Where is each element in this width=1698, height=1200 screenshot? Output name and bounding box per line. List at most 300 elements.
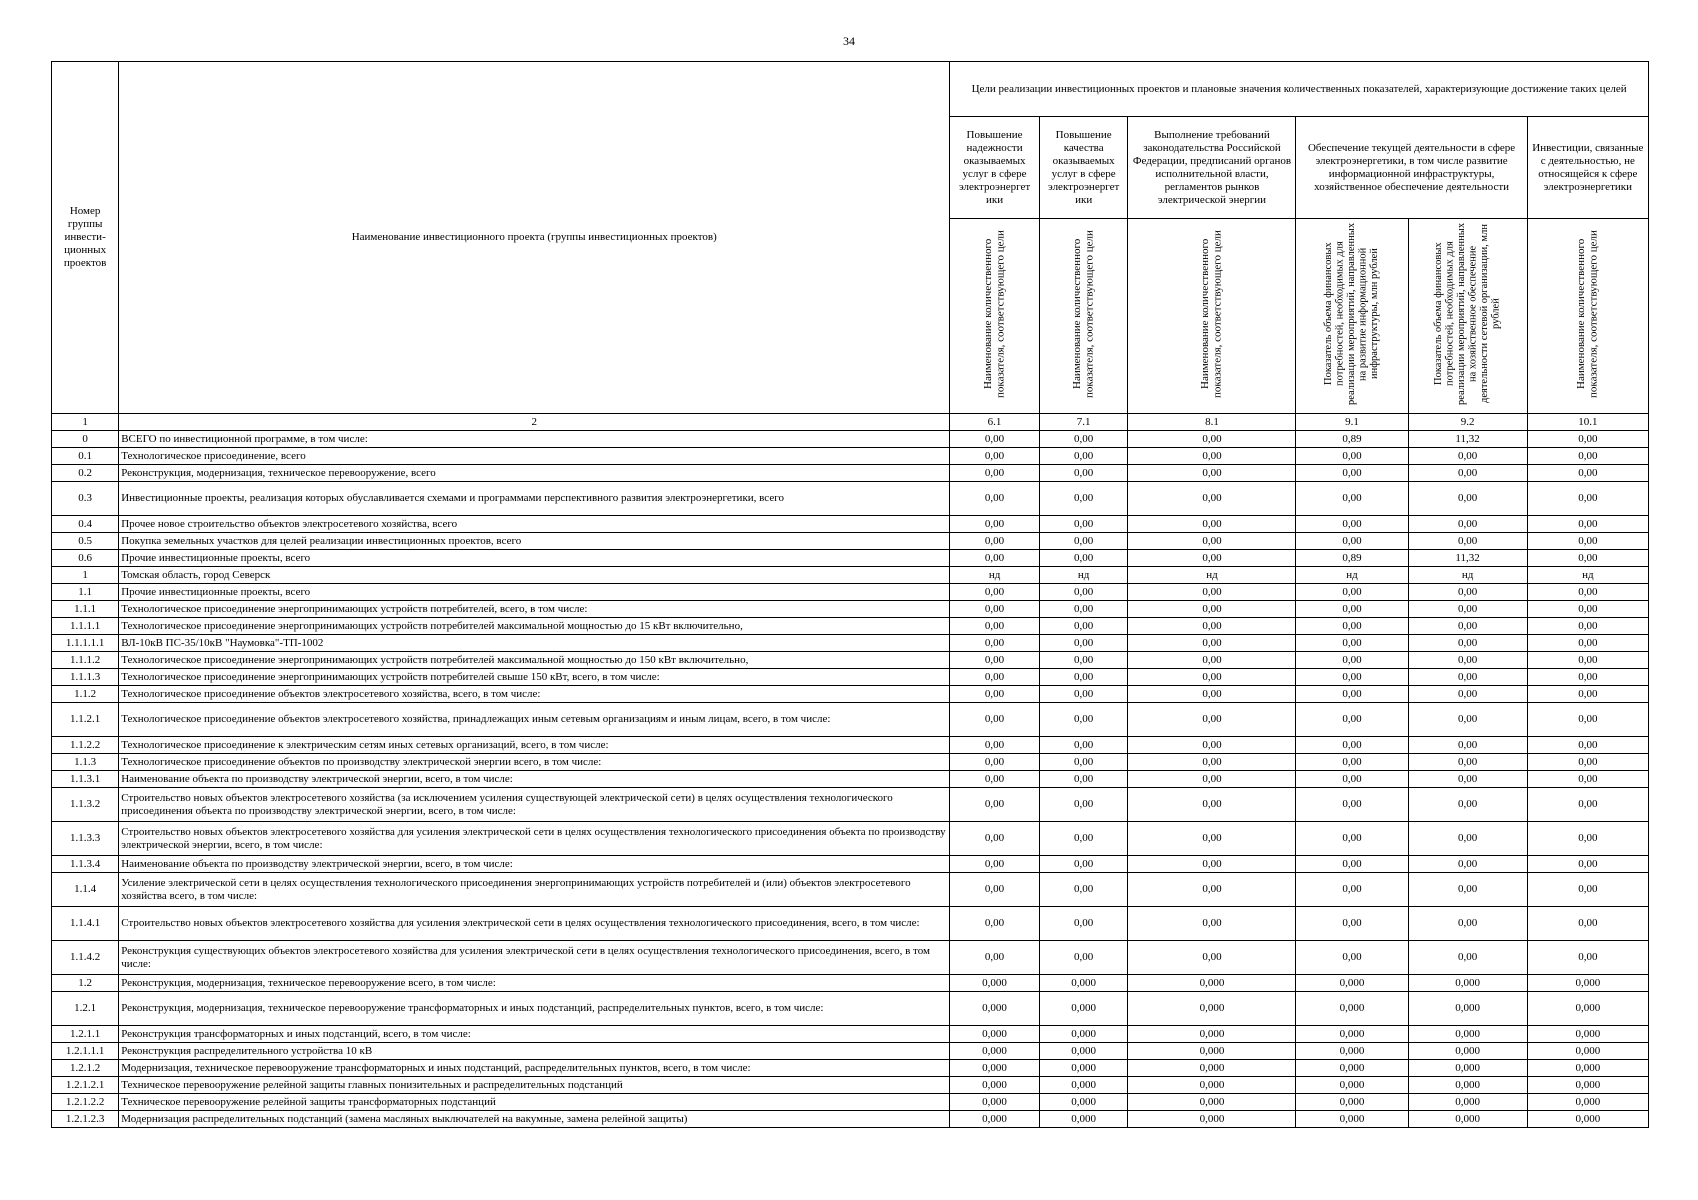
row-value-cell: 0,00 [1527, 533, 1648, 550]
row-value-cell: 0,00 [1128, 550, 1296, 567]
row-value-cell: 0,000 [1128, 1026, 1296, 1043]
row-value-cell: 0,00 [1527, 431, 1648, 448]
row-value-cell: 0,000 [950, 992, 1040, 1026]
row-value-cell: 0,00 [1296, 771, 1408, 788]
table-row [52, 584, 1649, 601]
row-value-cell: 0,00 [1128, 533, 1296, 550]
row-value-cell: 0,00 [1408, 754, 1527, 771]
row-value-cell: 0,00 [950, 907, 1040, 941]
row-value-cell: 0,00 [1527, 584, 1648, 601]
row-value-cell: 0,00 [1296, 907, 1408, 941]
column-number: 8.1 [1128, 414, 1296, 431]
header-goal-reliability: Повышение надежности оказываемых услуг в сфере электроэнергет ики [950, 117, 1040, 219]
row-name-cell: Инвестиционные проекты, реализация которых обуславливается схемами и программами перспективного развития электроэнергетики, всего [119, 482, 950, 516]
row-value-cell: нд [1408, 567, 1527, 584]
row-value-cell: 0,00 [950, 516, 1040, 533]
row-value-cell: 0,000 [950, 975, 1040, 992]
row-number-cell: 1.1.3 [52, 754, 119, 771]
table-row [52, 1026, 1649, 1043]
row-value-cell: нд [1527, 567, 1648, 584]
row-name-cell: Прочие инвестиционные проекты, всего [119, 550, 950, 567]
row-number-cell: 1.1.1.1.1 [52, 635, 119, 652]
row-value-cell: 0,00 [1039, 873, 1128, 907]
row-value-cell: 0,00 [1039, 618, 1128, 635]
subheader-9-2: Показатель объема финансовых потребностей, необходимых для реализации мероприятий, направленных на хозяйственное обеспечение деятельности сетевой организации, млн рублей [1408, 219, 1527, 414]
row-value-cell: 0,00 [1408, 686, 1527, 703]
subheader-6: Наименование количественного показателя, соответствующего цели [950, 219, 1040, 414]
row-value-cell: 0,00 [1128, 448, 1296, 465]
row-value-cell: 0,00 [950, 754, 1040, 771]
row-name-cell: ВЛ-10кВ ПС-35/10кВ "Наумовка"-ТП-1002 [119, 635, 950, 652]
row-value-cell: 0,000 [1408, 1060, 1527, 1077]
row-name-cell: Технологическое присоединение объектов по производству электрической энергии всего, в том числе: [119, 754, 950, 771]
row-value-cell: 0,00 [1128, 737, 1296, 754]
investment-goals-table [51, 61, 1649, 1128]
row-value-cell: 0,000 [1527, 992, 1648, 1026]
row-value-cell: 0,00 [950, 703, 1040, 737]
header-goal-quality: Повышение качества оказываемых услуг в сфере электроэнергет ики [1039, 117, 1128, 219]
row-value-cell: 0,00 [1527, 618, 1648, 635]
row-number-cell: 1.1.1.3 [52, 669, 119, 686]
row-value-cell: 0,00 [1039, 788, 1128, 822]
row-value-cell: 0,00 [1527, 635, 1648, 652]
header-goal-other: Инвестиции, связанные с деятельностью, не относящейся к сфере электроэнергетики [1527, 117, 1648, 219]
row-value-cell: 0,000 [1408, 1043, 1527, 1060]
row-value-cell: 0,00 [1128, 516, 1296, 533]
row-value-cell: 0,00 [1128, 601, 1296, 618]
row-name-cell: Технологическое присоединение к электрическим сетям иных сетевых организаций, всего, в том числе: [119, 737, 950, 754]
row-name-cell: Технологическое присоединение объектов электросетевого хозяйства, всего, в том числе: [119, 686, 950, 703]
row-number-cell: 0.5 [52, 533, 119, 550]
row-value-cell: 0,00 [950, 737, 1040, 754]
row-value-cell: 0,00 [1128, 754, 1296, 771]
row-value-cell: 0,00 [950, 482, 1040, 516]
row-value-cell: 0,00 [1527, 907, 1648, 941]
row-value-cell: 0,00 [1296, 635, 1408, 652]
row-value-cell: 0,000 [1408, 992, 1527, 1026]
row-value-cell: 0,00 [1296, 516, 1408, 533]
row-value-cell: 0,00 [1408, 907, 1527, 941]
row-name-cell: Технологическое присоединение энергопринимающих устройств потребителей свыше 150 кВт, всего, в том числе: [119, 669, 950, 686]
table-row [52, 635, 1649, 652]
row-value-cell: 0,00 [1527, 873, 1648, 907]
row-name-cell: Строительство новых объектов электросетевого хозяйства (за исключением усиления существующей электрической сети) в целях осуществления технологического присоединения объекта по производству электрической энергии, всего, в том числе: [119, 788, 950, 822]
row-value-cell: 0,000 [1128, 1043, 1296, 1060]
row-value-cell: 0,00 [1039, 686, 1128, 703]
row-value-cell: 0,00 [1128, 635, 1296, 652]
row-number-cell: 1.2.1.1.1 [52, 1043, 119, 1060]
row-value-cell: 0,00 [950, 873, 1040, 907]
row-number-cell: 1.2.1.1 [52, 1026, 119, 1043]
row-value-cell: 0,000 [1039, 1043, 1128, 1060]
row-name-cell: Реконструкция, модернизация, техническое перевооружение трансформаторных и иных подстанций, распределительных пунктов, всего, в том числе: [119, 992, 950, 1026]
row-number-cell: 1.1.4.1 [52, 907, 119, 941]
row-value-cell: 11,32 [1408, 550, 1527, 567]
row-value-cell: 0,00 [1039, 584, 1128, 601]
row-name-cell: Реконструкция распределительного устройства 10 кВ [119, 1043, 950, 1060]
table-row [52, 771, 1649, 788]
row-name-cell: Модернизация распределительных подстанций (замена масляных выключателей на вакумные, замена релейной защиты) [119, 1111, 950, 1128]
row-name-cell: Реконструкция трансформаторных и иных подстанций, всего, в том числе: [119, 1026, 950, 1043]
row-number-cell: 1.1 [52, 584, 119, 601]
row-value-cell: 0,000 [950, 1043, 1040, 1060]
row-value-cell: 0,00 [1039, 856, 1128, 873]
row-name-cell: Наименование объекта по производству электрической энергии, всего, в том числе: [119, 771, 950, 788]
row-name-cell: Томская область, город Северск [119, 567, 950, 584]
row-name-cell: Техническое перевооружение релейной защиты главных понизительных и распределительных подстанций [119, 1077, 950, 1094]
row-value-cell: 0,000 [950, 1026, 1040, 1043]
row-name-cell: Технологическое присоединение энергопринимающих устройств потребителей максимальной мощностью до 15 кВт включительно, [119, 618, 950, 635]
row-value-cell: нд [1128, 567, 1296, 584]
table-row [52, 907, 1649, 941]
row-name-cell: Технологическое присоединение, всего [119, 448, 950, 465]
row-value-cell: 0,00 [1296, 601, 1408, 618]
row-value-cell: 0,000 [1039, 975, 1128, 992]
row-number-cell: 1.2.1 [52, 992, 119, 1026]
row-number-cell: 0.4 [52, 516, 119, 533]
row-value-cell: 0,00 [1039, 941, 1128, 975]
row-value-cell: 0,00 [1527, 754, 1648, 771]
table-row [52, 1094, 1649, 1111]
row-value-cell: 0,000 [1296, 975, 1408, 992]
row-value-cell: 0,00 [1408, 482, 1527, 516]
table-row [52, 822, 1649, 856]
row-value-cell: 0,00 [950, 669, 1040, 686]
row-value-cell: 0,00 [1296, 448, 1408, 465]
row-value-cell: 0,000 [1296, 1077, 1408, 1094]
column-number: 6.1 [950, 414, 1040, 431]
row-value-cell: 0,00 [950, 788, 1040, 822]
row-value-cell: 0,00 [1128, 788, 1296, 822]
subheader-9-1: Показатель объема финансовых потребностей, необходимых для реализации мероприятий, направленных на развитие информационной инфраструктуры, млн рублей [1296, 219, 1408, 414]
row-value-cell: 0,00 [1296, 822, 1408, 856]
row-value-cell: 0,000 [950, 1077, 1040, 1094]
row-value-cell: 0,00 [1296, 941, 1408, 975]
row-value-cell: 11,32 [1408, 431, 1527, 448]
row-value-cell: 0,00 [1128, 941, 1296, 975]
row-value-cell: 0,00 [1039, 533, 1128, 550]
row-value-cell: 0,00 [1296, 686, 1408, 703]
row-value-cell: 0,00 [950, 618, 1040, 635]
row-value-cell: 0,00 [1408, 788, 1527, 822]
table-row [52, 992, 1649, 1026]
row-number-cell: 1.1.1 [52, 601, 119, 618]
row-value-cell: 0,00 [1527, 941, 1648, 975]
row-value-cell: 0,00 [950, 856, 1040, 873]
row-value-cell: 0,000 [1527, 975, 1648, 992]
row-value-cell: 0,00 [1296, 465, 1408, 482]
row-value-cell: 0,000 [1039, 1026, 1128, 1043]
row-name-cell: Модернизация, техническое перевооружение трансформаторных и иных подстанций, распределительных пунктов, всего, в том числе: [119, 1060, 950, 1077]
row-value-cell: 0,00 [1128, 431, 1296, 448]
column-number: 2 [119, 414, 950, 431]
row-value-cell: 0,00 [1296, 754, 1408, 771]
row-value-cell: 0,89 [1296, 431, 1408, 448]
row-value-cell: 0,00 [1408, 516, 1527, 533]
row-value-cell: 0,00 [1296, 856, 1408, 873]
row-value-cell: нд [950, 567, 1040, 584]
row-name-cell: Наименование объекта по производству электрической энергии, всего, в том числе: [119, 856, 950, 873]
row-value-cell: 0,00 [950, 584, 1040, 601]
table-row [52, 703, 1649, 737]
table-row [52, 482, 1649, 516]
row-value-cell: 0,000 [1408, 975, 1527, 992]
row-value-cell: 0,00 [1296, 703, 1408, 737]
row-value-cell: 0,00 [1128, 703, 1296, 737]
row-value-cell: 0,000 [950, 1111, 1040, 1128]
table-row [52, 1043, 1649, 1060]
row-value-cell: 0,000 [1296, 1043, 1408, 1060]
table-row [52, 601, 1649, 618]
column-number: 9.1 [1296, 414, 1408, 431]
row-name-cell: Усиление электрической сети в целях осуществления технологического присоединения энергопринимающих устройств потребителей и (или) объектов электросетевого хозяйства всего, в том числе: [119, 873, 950, 907]
row-value-cell: 0,00 [1408, 601, 1527, 618]
row-value-cell: 0,00 [1128, 856, 1296, 873]
row-value-cell: 0,00 [950, 686, 1040, 703]
row-value-cell: 0,00 [1408, 941, 1527, 975]
row-number-cell: 1.1.4 [52, 873, 119, 907]
row-value-cell: 0,00 [950, 652, 1040, 669]
row-number-cell: 1.1.3.2 [52, 788, 119, 822]
row-value-cell: 0,00 [1128, 669, 1296, 686]
row-value-cell: 0,000 [1039, 1111, 1128, 1128]
row-value-cell: 0,00 [1128, 873, 1296, 907]
header-group-number: Номер группы инвести-ционных проектов [52, 62, 119, 414]
row-value-cell: 0,00 [1527, 703, 1648, 737]
row-value-cell: 0,000 [1527, 1111, 1648, 1128]
row-value-cell: 0,00 [950, 601, 1040, 618]
row-value-cell: 0,000 [1296, 1094, 1408, 1111]
row-value-cell: 0,00 [1527, 669, 1648, 686]
row-value-cell: 0,00 [1296, 618, 1408, 635]
row-name-cell: Технологическое присоединение объектов электросетевого хозяйства, принадлежащих иным сетевым организациям и иным лицам, всего, в том числе: [119, 703, 950, 737]
row-value-cell: 0,00 [1296, 652, 1408, 669]
row-value-cell: 0,00 [950, 771, 1040, 788]
page-number: 34 [843, 34, 855, 48]
row-value-cell: 0,00 [1039, 703, 1128, 737]
row-value-cell: 0,00 [1039, 669, 1128, 686]
row-number-cell: 1.1.3.3 [52, 822, 119, 856]
row-value-cell: 0,00 [1039, 550, 1128, 567]
row-value-cell: 0,000 [1296, 1060, 1408, 1077]
table-row [52, 975, 1649, 992]
row-name-cell: Технологическое присоединение энергопринимающих устройств потребителей максимальной мощностью до 150 кВт включительно, [119, 652, 950, 669]
row-value-cell: 0,00 [1039, 448, 1128, 465]
row-name-cell: Строительство новых объектов электросетевого хозяйства для усиления электрической сети в целях осуществления технологического присоединения, всего, в том числе: [119, 907, 950, 941]
row-value-cell: 0,000 [1408, 1077, 1527, 1094]
table-row [52, 465, 1649, 482]
row-value-cell: 0,00 [1296, 788, 1408, 822]
row-value-cell: 0,00 [1296, 482, 1408, 516]
row-value-cell: 0,00 [1039, 652, 1128, 669]
row-name-cell: ВСЕГО по инвестиционной программе, в том числе: [119, 431, 950, 448]
row-value-cell: 0,00 [1128, 771, 1296, 788]
subheader-7: Наименование количественного показателя, соответствующего цели [1039, 219, 1128, 414]
row-number-cell: 1.1.3.4 [52, 856, 119, 873]
row-number-cell: 0.2 [52, 465, 119, 482]
row-value-cell: 0,00 [1527, 822, 1648, 856]
row-value-cell: 0,000 [1296, 992, 1408, 1026]
row-value-cell: 0,00 [1128, 652, 1296, 669]
row-value-cell: 0,00 [950, 822, 1040, 856]
row-value-cell: 0,89 [1296, 550, 1408, 567]
column-number: 10.1 [1527, 414, 1648, 431]
row-number-cell: 1.2.1.2 [52, 1060, 119, 1077]
row-number-cell: 1.2.1.2.1 [52, 1077, 119, 1094]
row-value-cell: 0,00 [1527, 788, 1648, 822]
column-number: 7.1 [1039, 414, 1128, 431]
row-value-cell: 0,00 [1128, 482, 1296, 516]
row-value-cell: 0,00 [1408, 465, 1527, 482]
row-value-cell: нд [1039, 567, 1128, 584]
header-goal-law: Выполнение требований законодательства Российской Федерации, предписаний органов исполнительной власти, регламентов рынков электрической энергии [1128, 117, 1296, 219]
table-row [52, 550, 1649, 567]
row-value-cell: 0,000 [1527, 1060, 1648, 1077]
row-value-cell: 0,00 [950, 431, 1040, 448]
row-value-cell: 0,00 [1408, 652, 1527, 669]
row-value-cell: 0,00 [1527, 448, 1648, 465]
row-value-cell: 0,00 [1039, 465, 1128, 482]
row-value-cell: 0,00 [1408, 737, 1527, 754]
row-value-cell: 0,00 [1408, 822, 1527, 856]
table-row [52, 431, 1649, 448]
row-value-cell: 0,000 [1128, 992, 1296, 1026]
row-value-cell: 0,00 [1039, 635, 1128, 652]
table-row [52, 941, 1649, 975]
header-project-name: Наименование инвестиционного проекта (группы инвестиционных проектов) [119, 62, 950, 414]
row-number-cell: 0.6 [52, 550, 119, 567]
row-value-cell: 0,00 [1527, 856, 1648, 873]
row-value-cell: 0,00 [1527, 737, 1648, 754]
row-value-cell: 0,00 [1128, 822, 1296, 856]
row-value-cell: 0,000 [1039, 1094, 1128, 1111]
table-row [52, 1060, 1649, 1077]
row-value-cell: 0,000 [1408, 1094, 1527, 1111]
row-value-cell: 0,000 [1128, 1111, 1296, 1128]
row-value-cell: 0,00 [1128, 584, 1296, 601]
row-number-cell: 1.1.1.2 [52, 652, 119, 669]
row-value-cell: 0,00 [950, 635, 1040, 652]
row-value-cell: 0,000 [1527, 1077, 1648, 1094]
table-row [52, 567, 1649, 584]
row-value-cell: 0,00 [1128, 907, 1296, 941]
row-value-cell: 0,00 [1128, 618, 1296, 635]
row-value-cell: 0,000 [1128, 1077, 1296, 1094]
row-value-cell: 0,00 [1128, 465, 1296, 482]
row-value-cell: 0,000 [1128, 1094, 1296, 1111]
row-value-cell: 0,00 [1296, 737, 1408, 754]
table-row [52, 873, 1649, 907]
row-value-cell: 0,00 [950, 448, 1040, 465]
column-number: 1 [52, 414, 119, 431]
row-value-cell: 0,00 [1296, 873, 1408, 907]
row-value-cell: 0,00 [1408, 771, 1527, 788]
row-name-cell: Технологическое присоединение энергопринимающих устройств потребителей, всего, в том числе: [119, 601, 950, 618]
row-name-cell: Строительство новых объектов электросетевого хозяйства для усиления электрической сети в целях осуществления технологического присоединения объекта по производству электрической энергии, всего, в том числе: [119, 822, 950, 856]
row-value-cell: 0,00 [1039, 771, 1128, 788]
row-number-cell: 0.3 [52, 482, 119, 516]
row-value-cell: 0,000 [1527, 1043, 1648, 1060]
row-value-cell: 0,00 [950, 941, 1040, 975]
subheader-8: Наименование количественного показателя, соответствующего цели [1128, 219, 1296, 414]
row-value-cell: 0,00 [1527, 482, 1648, 516]
row-number-cell: 1.1.3.1 [52, 771, 119, 788]
row-name-cell: Реконструкция, модернизация, техническое перевооружение всего, в том числе: [119, 975, 950, 992]
row-value-cell: 0,00 [1296, 584, 1408, 601]
table-row [52, 1077, 1649, 1094]
row-value-cell: 0,00 [1408, 618, 1527, 635]
table-row [52, 686, 1649, 703]
row-value-cell: 0,00 [1296, 669, 1408, 686]
row-value-cell: 0,00 [1527, 465, 1648, 482]
column-number-row [52, 414, 1649, 431]
row-value-cell: 0,00 [1408, 448, 1527, 465]
row-value-cell: 0,00 [1296, 533, 1408, 550]
row-value-cell: 0,000 [1527, 1094, 1648, 1111]
row-value-cell: нд [1296, 567, 1408, 584]
row-value-cell: 0,00 [1527, 686, 1648, 703]
row-value-cell: 0,00 [1408, 584, 1527, 601]
row-value-cell: 0,00 [1039, 907, 1128, 941]
row-value-cell: 0,00 [1408, 703, 1527, 737]
row-value-cell: 0,000 [1296, 1111, 1408, 1128]
row-value-cell: 0,00 [950, 533, 1040, 550]
row-value-cell: 0,00 [950, 550, 1040, 567]
row-number-cell: 1.1.2.1 [52, 703, 119, 737]
row-value-cell: 0,00 [1039, 482, 1128, 516]
row-value-cell: 0,00 [1527, 652, 1648, 669]
row-value-cell: 0,000 [950, 1060, 1040, 1077]
row-value-cell: 0,000 [1128, 975, 1296, 992]
row-value-cell: 0,000 [1039, 992, 1128, 1026]
table-row [52, 1111, 1649, 1128]
table-row [52, 652, 1649, 669]
row-value-cell: 0,00 [1408, 533, 1527, 550]
row-number-cell: 1.1.1.1 [52, 618, 119, 635]
table-body [52, 431, 1649, 1128]
row-value-cell: 0,00 [1039, 601, 1128, 618]
row-value-cell: 0,00 [1408, 669, 1527, 686]
table-row [52, 754, 1649, 771]
table-row [52, 669, 1649, 686]
table-row [52, 448, 1649, 465]
row-name-cell: Прочее новое строительство объектов электросетевого хозяйства, всего [119, 516, 950, 533]
row-number-cell: 1.2.1.2.2 [52, 1094, 119, 1111]
row-value-cell: 0,000 [1296, 1026, 1408, 1043]
header-goals-title: Цели реализации инвестиционных проектов и плановые значения количественных показателей, характеризующие достижение таких целей [950, 62, 1649, 117]
row-value-cell: 0,000 [1039, 1077, 1128, 1094]
table-row [52, 618, 1649, 635]
row-name-cell: Реконструкция существующих объектов электросетевого хозяйства для усиления электрической сети в целях осуществления технологического присоединения, всего, в том числе: [119, 941, 950, 975]
row-value-cell: 0,000 [1128, 1060, 1296, 1077]
row-value-cell: 0,00 [950, 465, 1040, 482]
header-goal-activity: Обеспечение текущей деятельности в сфере электроэнергетики, в том числе развитие информационной инфраструктуры, хозяйственное обеспечение деятельности [1296, 117, 1527, 219]
row-value-cell: 0,00 [1408, 856, 1527, 873]
row-number-cell: 1.1.2 [52, 686, 119, 703]
table-row [52, 737, 1649, 754]
row-value-cell: 0,00 [1408, 635, 1527, 652]
row-value-cell: 0,000 [950, 1094, 1040, 1111]
row-number-cell: 1 [52, 567, 119, 584]
row-number-cell: 0 [52, 431, 119, 448]
row-value-cell: 0,000 [1527, 1026, 1648, 1043]
row-number-cell: 1.2 [52, 975, 119, 992]
table-row [52, 788, 1649, 822]
row-name-cell: Покупка земельных участков для целей реализации инвестиционных проектов, всего [119, 533, 950, 550]
table-row [52, 533, 1649, 550]
row-value-cell: 0,00 [1039, 754, 1128, 771]
row-value-cell: 0,00 [1408, 873, 1527, 907]
